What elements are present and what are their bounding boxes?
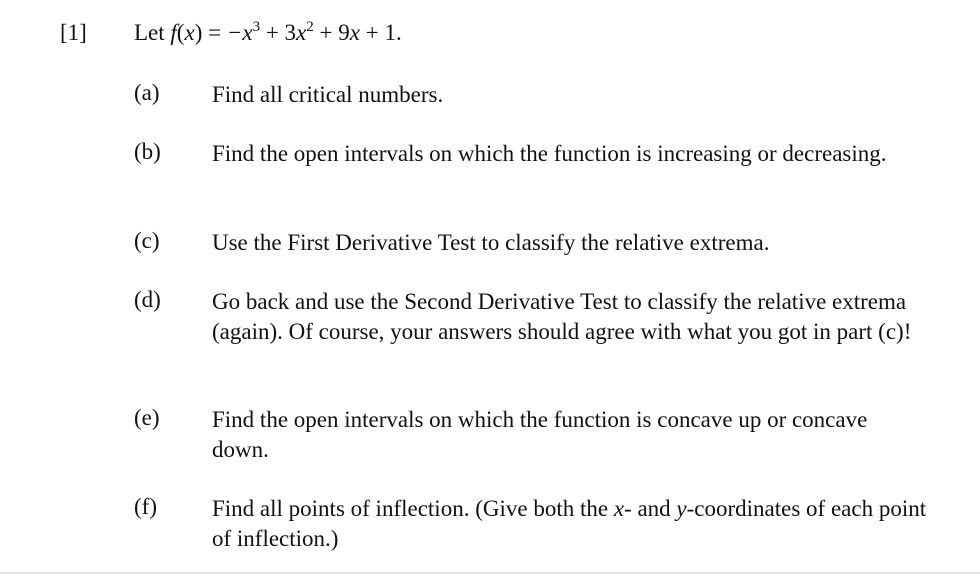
part-a-text: Find all critical numbers. bbox=[212, 82, 444, 107]
stem-let: Let bbox=[134, 20, 165, 45]
part-f-text-a: Find all points of inflection. (Give both the bbox=[212, 496, 614, 521]
part-a-label: (a) bbox=[134, 80, 160, 105]
part-c-label: (c) bbox=[134, 228, 160, 253]
part-f-label: (f) bbox=[134, 494, 157, 519]
paren-open: ( bbox=[176, 20, 185, 45]
square-exponent: 2 bbox=[306, 19, 314, 35]
plus-nine: + 9 bbox=[313, 20, 350, 45]
problem-number: [1] bbox=[60, 20, 87, 45]
plus-three: + 3 bbox=[260, 20, 297, 45]
square-term: x bbox=[296, 20, 307, 45]
part-f-text-c: -coordinates of each point of inflection.) bbox=[212, 496, 927, 551]
paren-close: ) bbox=[194, 20, 203, 45]
part-d-label: (d) bbox=[134, 287, 161, 312]
cubic-term: −x bbox=[226, 20, 253, 45]
equals-sign: = bbox=[202, 20, 227, 45]
x-var: x bbox=[613, 496, 625, 521]
part-d-text: Go back and use the Second Derivative Test to classify the relative extrema (again). Of course, your answers should agree with what you got in part (c)! bbox=[212, 289, 912, 344]
part-b-label: (b) bbox=[134, 139, 161, 164]
y-var: y bbox=[676, 496, 687, 521]
problem-statement bbox=[134, 20, 402, 46]
constant-term: + 1. bbox=[359, 20, 402, 45]
cubic-exponent: 3 bbox=[252, 19, 261, 35]
function-arg: x bbox=[184, 20, 195, 45]
part-e-text: Find the open intervals on which the function is concave up or concave down. bbox=[212, 407, 868, 462]
function-name: f bbox=[170, 20, 177, 45]
part-f-text-b: - and bbox=[624, 496, 677, 521]
part-b-text: Find the open intervals on which the function is increasing or decreasing. bbox=[212, 141, 887, 166]
part-f-text bbox=[212, 494, 932, 554]
part-c-text: Use the First Derivative Test to classify the relative extrema. bbox=[212, 230, 770, 255]
linear-term: x bbox=[349, 20, 360, 45]
part-e-label: (e) bbox=[134, 405, 160, 430]
